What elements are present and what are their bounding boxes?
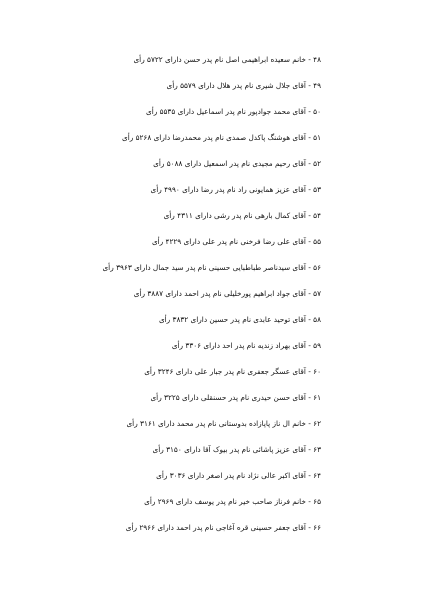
list-item: ۶۵ - خانم فرناز صاحب خیر نام پدر یوسف دارای ۲۹۶۹ رأی — [144, 497, 321, 506]
list-item: ۶۰ - آقای عسگر جعفری نام پدر جبار علی دارای ۳۲۴۶ رأی — [144, 367, 321, 376]
list-item: ۶۳ - آقای عزیز پاشائی نام پدر بیوک آقا دارای ۳۱۵۰ رأی — [152, 445, 321, 454]
list-item: ۵۸ - آقای توحید عابدی نام پدر حسین دارای ۳۸۳۲ رأی — [158, 315, 321, 324]
list-item: ۶۲ - خانم ال ناز پاپازاده بدوستانی نام پدر محمد دارای ۳۱۶۱ رأی — [126, 419, 321, 428]
list-item: ۵۱ - آقای هوشنگ پاکدل صمدی نام پدر محمدرضا دارای ۵۲۶۸ رأی — [122, 133, 321, 142]
list-item: ۵۳ - آقای عزیز همایونی راد نام پدر رضا دارای ۴۹۹۰ رأی — [150, 185, 321, 194]
list-item: ۶۶ - آقای جعفر حسینی قره آغاجی نام پدر احمد دارای ۲۹۶۶ رأی — [125, 523, 321, 532]
list-item: ۶۴ - آقای اکبر عالی نژاد نام پدر اصغر دارای ۳۰۳۶ رأی — [156, 471, 321, 480]
list-item: ۴۸ - خانم سعیده ابراهیمی اصل نام پدر حسن دارای ۵۷۲۲ رأی — [133, 55, 321, 64]
list-item: ۵۲ - آقای رحیم مجیدی نام پدر اسمعیل دارای ۵۰۸۸ رأی — [153, 159, 321, 168]
list-item: ۶۱ - آقای حسن حیدری نام پدر حسنقلی دارای ۳۲۲۵ رأی — [150, 393, 321, 402]
candidate-vote-list — [21, 47, 321, 541]
list-item: ۵۹ - آقای بهراد زندیه نام پدر احد دارای ۳۳۰۶ رأی — [171, 341, 321, 350]
list-item: ۵۷ - آقای جواد ابراهیم پورخلیلی نام پدر احمد دارای ۳۸۸۷ رأی — [133, 289, 321, 298]
list-item: ۵۶ - آقای سیدناصر طباطبایی حسینی نام پدر سید جمال دارای ۳۹۶۳ رأی — [102, 263, 321, 272]
list-item: ۵۴ - آقای کمال بارهی نام پدر رشی دارای ۴۳۱۱ رأی — [163, 211, 321, 220]
list-item: ۵۰ - آقای محمد جوادپور نام پدر اسماعیل دارای ۵۵۳۵ رأی — [146, 107, 321, 116]
list-item: ۴۹ - آقای جلال شیری نام پدر هلال دارای ۵۵۷۹ رأی — [166, 81, 321, 90]
list-item: ۵۵ - آقای علی رضا فرخنی نام پدر علی دارای ۴۲۲۹ رأی — [151, 237, 321, 246]
